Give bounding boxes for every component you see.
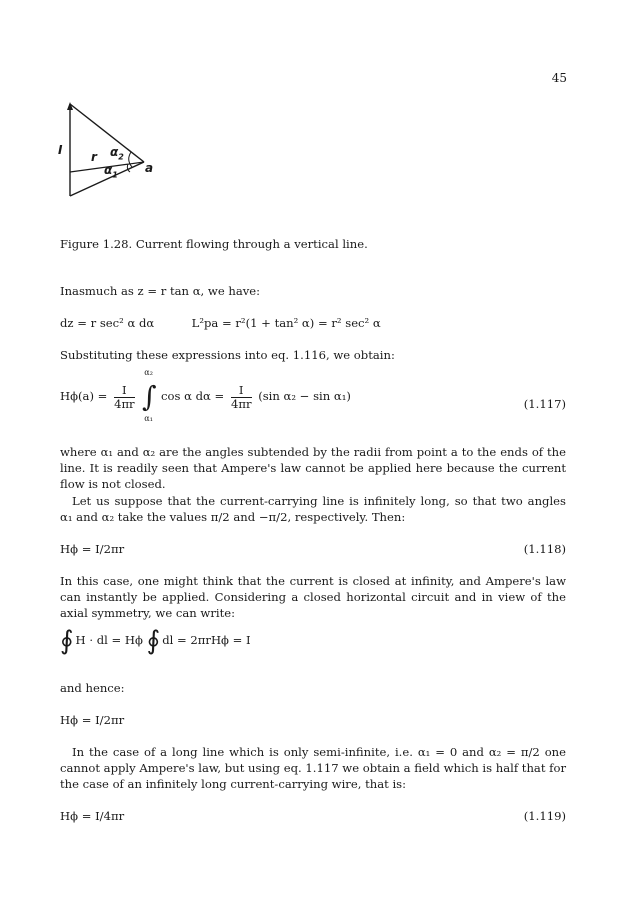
eq117-rhs: (sin α₂ − sin α₁)	[258, 389, 351, 403]
figure-current-line	[58, 100, 158, 200]
equation-contour	[60, 628, 251, 654]
paragraph-6: and hence:	[60, 681, 125, 695]
equation-1-118: Hϕ = I/2πr	[60, 542, 125, 556]
paragraph-5: In this case, one might think that the current is closed at infinity, and Ampere's law can instantly be applied. Considering a closed horizontal circuit and in view of the axial symmetry, we can write:	[60, 574, 566, 620]
equation-1-117	[60, 368, 351, 423]
figure-label-alpha2: $\alpha_2$	[110, 145, 124, 162]
equation-dz-left: dz = r sec² α dα	[60, 316, 155, 330]
contour-left: H · dl = Hϕ	[75, 633, 143, 647]
contour-integral-sign-2: ∮	[146, 626, 161, 656]
eq117-lhs: Hϕ(a) =	[60, 389, 108, 403]
integral-sign: α₂ ∫ α₁	[142, 368, 157, 423]
equation-dz	[60, 315, 381, 331]
equation-number-1-118: (1.118)	[523, 542, 566, 556]
page-number: 45	[551, 71, 567, 85]
paragraph-1: Inasmuch as z = r tan α, we have:	[60, 284, 261, 298]
paragraph-3: where α₁ and α₂ are the angles subtended by the radii from point a to the ends of the line. It is readily seen that Ampere's law cannot be applied here because the current flow is not closed.	[60, 445, 566, 491]
figure-label-r: r	[91, 150, 97, 164]
paragraph-2: Substituting these expressions into eq. 1.116, we obtain:	[60, 348, 395, 362]
figure-caption: Figure 1.28. Current flowing through a vertical line.	[60, 237, 368, 251]
contour-integral-sign-1: ∮	[60, 626, 74, 656]
equation-1-119: Hϕ = I/4πr	[60, 809, 125, 823]
equation-number-1-119: (1.119)	[523, 809, 566, 823]
paragraph-7: In the case of a long line which is only semi-infinite, i.e. α₁ = 0 and α₂ = π/2 one cannot apply Ampere's law, but using eq. 1.117 we obtain a field which is half that for the case of an infinitely long current-carrying wire, that is:	[60, 745, 566, 791]
contour-right: dl = 2πrHϕ = I	[162, 633, 251, 647]
eq117-frac1: $\frac{I}{4\pi r}$	[114, 382, 135, 411]
paragraph-4: Let us suppose that the current-carrying line is infinitely long, so that two angles α₁ and α₂ take the values π/2 and −π/2, respectively. Then:	[60, 494, 566, 524]
eq117-mid: cos α dα =	[160, 389, 225, 403]
equation-dz-right: L²pa = r²(1 + tan² α) = r² sec² α	[191, 316, 381, 330]
figure-label-alpha1: $\alpha_1$	[104, 163, 118, 180]
figure-diagram	[58, 100, 158, 200]
figure-label-I: I	[58, 143, 63, 157]
figure-label-a: a	[145, 161, 154, 175]
equation-hence: Hϕ = I/2πr	[60, 713, 125, 727]
equation-number-1-117: (1.117)	[523, 397, 566, 411]
eq117-frac2: $\frac{I}{4\pi r}$	[230, 382, 252, 411]
